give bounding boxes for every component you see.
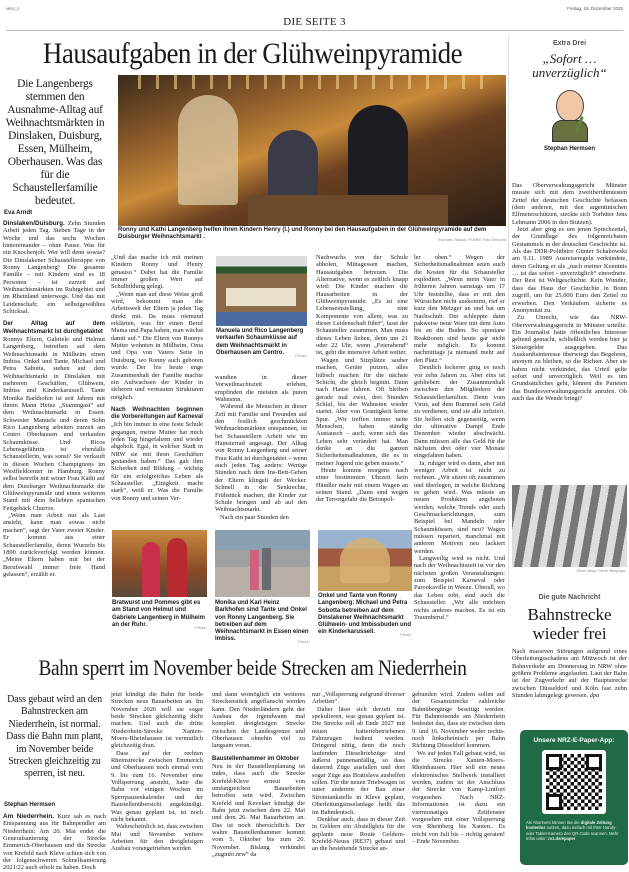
section-title: DIE SEITE 3 (283, 16, 346, 28)
good-news-kicker: Die gute Nachricht (538, 594, 601, 601)
paragraph: Dass auf der rechten Rheinstrecke zwischen Emmerich und Oberhausen noch einmal vom 9. bis zum 16. November eine Vollsperrung ansteht, hatte die Bahn vor einigen Wochen im Sperrpausenkalender und der Baustellenübersicht angekündigt. Was genau geplant ist, ist noch nicht bekannt. (111, 749, 203, 823)
paragraph: Zu Unrecht, wie das NRW-Oberverwaltungsgericht in Münster urteilte. Ein Journalist hatte öffentliches Interesse geltend gemacht, schließlich werden hier ja Steuergelder ausgegeben. Das Auskunftsinteresse überwiegt das Begehren, anonym zu bleiben, so die Richter. Aber sie haben nicht verkündet, das Urteil gelte sofort und unverzüglich. Weil es um Grundsätzliches geht, können die Parteien das Bundesverwaltungsgericht anrufen. Ob auch das die Wende bringt? (512, 314, 627, 402)
issue-date: Freitag, 19. Dezember 2025 (566, 6, 623, 11)
paragraph: Nachwuchs von der Schule abholen, Mittagessen machen, Hausaufgaben betreuen. Die Alternative, wenn es zeitlich knapp wird: Die Kinder machen die Hausarbeiten in der Glühweinpyramide. „Es ist eine Lebenseinstellung, eine Komponente von allem, was zu dieser Leidenschaft führt“, fasst der Schausteller zusammen. Man muss dieses Leben lieben, denn um 21 oder 22 Uhr, wenn „Feierabend“ ist, geht die intensive Arbeit weiter. (316, 254, 408, 357)
paragraph: und dann womöglich ein weiteres Streckenstück angeflanscht werden kann. Den Niederländern geht der Ausbau der irgendwann mal komplett dreigleisigen Strecke zwischen der Landesgrenze und Oberhausen ohnehin viel zu langsam voran. (212, 691, 305, 750)
second-column-2 (111, 691, 203, 872)
paragraph: Ja, ruhiger wird es dann, aber mit weniger Arbeit ist nicht zu rechnen. „Wir sitzen oft zusammen und überlegen, in welche Richtung es gehen wird. Was müsste an neuen Produkten angeboten werden, welche Trends oder auch Geschmacksrichtungen, zum Beispiel bei Mandeln oder Schaumküssen, sind neu? Wagen müssen repariert, manchmal mit anderen Motiven neu lackiert werden. (414, 459, 505, 555)
paragraph: „Wenn man auf diese Weise groß wird, bekommt man die Arbeitswelt der Eltern ja jeden Tag direkt mit. Da muss niemand erklärten, was für einen Beruf Mama und Papa haben, man wächst damit auf.“ Die Eltern von Ronnys Mutter wohnten in Mülheim, Oma und Opa von Vaters Seite in Duisburg, wo Ronny auch geboren wurde. Der bis heute enge Zusammenhalt der Familie machte ein Aufwachsen der Kinder in sicheren und vertrauten Strukturen möglich. (111, 290, 203, 401)
main-headline: Hausaufgaben in der Glühweinpyramide (42, 37, 463, 70)
sidebar-divider (508, 36, 509, 596)
paragraph: „Wenn man Arbeit nur als Last ansieht, kann man sowas nicht machen“, sagt der Vater zweier Kinder. Er kommt aus einer Schaustellerfamilie, deren Wurzeln bis 1890 zurückverfolgt werden können. „Meine Eltern haben mir bei der Berufswahl immer freie Hand gelassen“, erzählt er. (3, 512, 105, 578)
news-source: dpa (589, 692, 600, 700)
paragraph: Heute komme morgens nach einer bestimmten Uhrzeit kein Händler mehr mit einem Wagen an seinen Stand. „Dann sind wegen der Terrorgefahr die Betonpol- (316, 466, 408, 504)
sidebar-kicker: Extra Drei (552, 40, 587, 47)
promo-text-a: Als Abonnent können Sie die (526, 820, 581, 825)
paragraph: Wagen und Sitzplätze sauber machen, Geräte putzen, alles hübsch machen für die nächste Schicht, die gleich beginnt. Dann nach Hause fahren. Oft bleiben gerade mal zwei, drei Stunden Schlaf, bis der Wahnsinn wieder startet. Aber von Grantigkeit keine Spur. „Wir treffen immer nette Menschen, haben ständig Austausch – auch, wenn sich das Leben sehr verändert hat. Man denke an die ganzen Sicherheitsmaßnahmen, die es in meiner Jugend nie geben musste.“ (316, 356, 408, 467)
paragraph: Während die Menschen in dieser Zeit mit Familie und Freunden auf den festlich geschmückten Weihnachtsmärkten entspannen, ist bei Schaustellern Arbeit wie im Hamsterrad angesagt. Der Alltag von Ronny Langenberg und seiner Frau Kathi ist durchgetaktet – wenn auch jeden Tag anders: Wenige Stunden nach dem Ins-Bett-Gehen der Eltern klingelt der Wecker. Schnell in die Senkrechte, Frühstück machen, die Kinder zur Schule bringen und ab auf den Weihnachtsmarkt. (215, 403, 307, 514)
main-column-5 (414, 254, 505, 644)
paragraph: Jetzt aber ging es um jenen Sprechzettel, der Grundlage des folgenreichsten Gestammels in der deutschen Geschichte ist. Als das DDR-Politbüro Günter Schabowski am 9.11. 1989 Ausreiseregeln verkündete, deren Geltung er als „nach meiner Kenntnis … ist das sofort - unverzüglich“ einordnete. Der Rest ist Weltgeschichte. Kein Wunder, dass das Haus der Geschichte in Bonn zugriff, um für 25.000 Euro den Zettel zu erwerben. Den Verkäufern sicherte es Anonymität zu. (512, 226, 627, 314)
subheading: Der Alltag auf dem Weihnachtsmarkt ist durchgetaktet (3, 321, 105, 335)
paragraph: Zehn Stunden Arbeit jeden Tag. Sieben Tage in der Woche und das sechs Wochen hintereinander – ohne Pause. Was für ein Knochenjob. Wer will denn sowas? Die Dinslakener Schaustellersippe von Ronny Langenberg! Die gesamte Familie – mit Kindern sind es 18 Personen – ist zurzeit auf Weihnachtsmärkten im Ruhrgebiet und im Rheinland unterwegs. Und das mit Leidenschaft; ein selbstgewähltes Schicksal. (3, 220, 105, 316)
paragraph: ler oben.“ Wegen der Sicherheitsmaßnahmen seien auch die Kosten für die Schausteller explodiert. „Wenn mein Vater in früheren Jahren samstags um 17 Uhr feststellte, dass er mit den Würstchen nicht auskommt, rief er kurz den Metzger an und bat um Nachschub. Der schleppte dann pakweise neue Ware mit dem Auto bis an die Buden. So spontane Reaktionen sind heute gar nicht mehr möglich. Es kommt nachmittags ja niemand mehr auf den Platz.“ (414, 254, 505, 364)
author-caricature (548, 90, 592, 142)
onkel-caption (318, 593, 412, 640)
second-column-5 (412, 691, 505, 872)
page-id: NRG_2 (6, 6, 20, 11)
bratwurst-caption (112, 600, 207, 632)
paragraph: „Und das mache ich mit meinen Kindern Ronny und Henry genauso.“ Dabei hat die Familie immer großen Wert auf Schulbildung gelegt. (111, 254, 203, 291)
paragraph: Deutlich lockerer ging es noch vor zehn Jahren zu. Aber eins ist geblieben: der Zusammenhalt zwischen den Mitgliedern der Schaustellerfamilien. Denn vom Virus, auf dem Rummel sein Geld zu verdienen, sind sie alle infiziert. Sie helfen sich gegenseitig, wenn der ultimative Dampf Ende Dezember wieder abschwächt. Dann müssen alle das Geld für die nächsten drei oder vier Monate eingefahren haben. (414, 364, 505, 460)
paragraph: gebunden wird. Zudem sollen auf der Gesamtstrecke zahlreiche Bahnübergänge beseitigt werden. Für Bahnreisende am Niederrhein bedeutet das, dass sie zwischen dem 9. und 16. November weder rechts- noch linksrheinisch per Bahn Richtung Düsseldorf kommen. (412, 691, 505, 750)
essen-market-photo (215, 530, 310, 597)
epaper-promo[interactable] (520, 730, 628, 865)
caption-text: Bratwurst und Pommes gibt es am Stand von Helmut und Gabriele Langenberg in Mülheim an der Ruhr. (112, 600, 206, 628)
paragraph: wandten in dieser Vorweihnachtszeit erleben, empfinden die meisten als puren Wahnsinn. (215, 374, 307, 404)
subheading: Baustellenhammer im Oktober (212, 755, 300, 762)
dateline: Am Niederrhein. (3, 813, 55, 820)
bratwurst-stand-photo (112, 530, 207, 597)
paragraph: Nach massiven Störungen aufgrund eines Oberleitungsschadens am Mittwoch ist der Bahnverkehr am Donnerstag in NRW ohne größere Probleme angelaufen. Laut der Bahn ist der Zugverkehr auf der Hauptstrecke zwischen Düsseldorf und Köln fast zehn Stunden lahmgelegt gewesen. (512, 648, 627, 700)
paragraph: Das Oberverwaltungsgericht Münster musste sich mit dem zweitberühmtesten Zettel der deutschen Geschichte befassen (dem anderen, mit den argentinischen Elfmeterschützen, steckte sich Torhüter Jens Lehmann 2006 in den Stutzen). (512, 182, 627, 226)
subheading: Nach Weihnachten beginnen die Vorbereitungen auf Karneval (111, 406, 203, 421)
paragraph: Kurz sah es nach Entspannung aus für Bahnpendler am Niederrhein: Am 20. Mai endet die Generalsanierung der Strecke Emmerich-Oberhausen und die Strecke von Krefeld nach Kleve schien sich von der folgenschweren Schnellsanierung 2021/22 auch erholt zu haben. Doch (3, 813, 106, 872)
photo-credit: Privat / (295, 353, 307, 358)
paragraph: „Ich bin immer in eine feste Schule gegangen, meine Mutter hat mich jeden Tag hingefahren und wieder abgeholt. Egal, in welcher Stadt in NRW sie mit ihren Geschäften gestanden haben.“ Das gab ihm Sicherheit und Bildung – wichtig für ein erfolgreiches Leben als Schausteller. „Einigkeit macht stark“, weiß er. Was die Familie von Ronny und seinen Ver- (111, 421, 203, 502)
main-author: Eva Arndt (4, 210, 33, 216)
promo-title: Unsere NRZ-E-Paper-App: (533, 737, 615, 744)
sidebar-title: „Sofort … unverzüglich“ (532, 51, 607, 80)
header-rule (6, 30, 623, 31)
paragraph: Nach ein paar Stunden den (220, 513, 289, 521)
paragraph: Denkbar auch, dass in dieser Zeit in Geldern ein Abstellgleis für die geplante neue Route Geldern-Krefeld-Neuss (RE37) gebaut und an die bestehende Strecke an- (312, 815, 405, 853)
sidebar-author: Stephan Hermsen (543, 146, 595, 152)
paragraph: jetzt kündigt die Bahn für beide Strecken neue Bauarbeiten an. Im November 2026 will sie sogar beide Strecken gleichzeitig dicht machen. Und auch die dritte Niederrhein-Strecke Xanten-Moers-Rheinhausen ist vermutlich gleichzeitig dran. (111, 691, 203, 750)
second-deck: Dass gebaut wird an den Bahnstrecken am Niederrhein, ist normal. Dass die Bahn nun plant, im November beide Strecken gleichzeitig zu sperren, ist neu. (6, 694, 103, 780)
second-author: Stephan Hermsen (4, 802, 56, 808)
main-column-4 (316, 254, 408, 526)
schaumkuss-hut-photo (216, 256, 307, 326)
paragraph: Wahrscheinlich ist, dass zwischen Mai und November weitere Arbeiten für den dreigleisigen Ausbau vorangetrieben werden (111, 823, 203, 853)
photo-credit: Privat / (400, 633, 412, 638)
promo-text (526, 820, 622, 842)
carousel-photo (318, 530, 412, 591)
promo-text-b: digitale Zeitung kostenlos (526, 820, 612, 831)
photo-credit: Privat / (298, 640, 310, 645)
main-deck: Die Langenbergs stemmen den Ausnahme-Alltag auf Weihnachtsmärkten in Dinslaken, Duisburg, Essen, Mülheim, Oberhausen. Was das für die Schaustellerfamilie bedeutet. (5, 78, 105, 207)
caption-text: Manuela und Rico Langenberg verkaufen Schaumküsse auf dem Weihnachtsmarkt in Oberhausen am Centro. (216, 328, 304, 356)
qr-code-icon[interactable] (542, 750, 606, 814)
second-column-4 (312, 691, 405, 872)
paragraph: nur „Vollsperrung aufgrund diverser Arbeiten“. (312, 691, 405, 706)
main-column-2 (111, 254, 203, 526)
caption-text: Ronny und Kathi Langenberg helfen ihren Kindern Henry (l.) und Ronny bei den Hausaufgaben in der Glühweinpyramide auf dem Duisburger Weihnachtsmarkt . (118, 227, 487, 241)
good-news-title: Bahnstrecke wieder frei (527, 605, 612, 643)
second-headline: Bahn sperrt im November beide Strecken am Niederrhein (38, 655, 467, 680)
paragraph: Wo auf jeden Fall gebaut wird, ist die Strecke Xanten-Moers-Rheinhausen. Hier soll ein neues elektronisches Stellwerk installiert werden, zudem ist der Anschluss der Strecke von Kamp-Lintfort vorgesehen. Nach NRZ-Informationen ist dazu ein viermonatiges Zeitfenster vorgesehen mit einer Vollsperrung von Rheinberg bis Xanten.. Es reicht von Juli bis – richtig geraten! – Ende November. (412, 749, 505, 845)
photo-credit: Socrates Tassos / FUNKE Foto Services (437, 238, 506, 243)
paragraph: Langweilig wird es nicht. Und nach der Weihnachtszeit ist vor den nächsten großen Veranstaltungen: zum Beispiel Karneval oder Parookaville in Weeze. Überall, wo das Leben tobt, sind auch die Schausteller. „Wir alle möchten nichts anderes machen. Es ist ein Traumberuf.“ (414, 555, 505, 621)
photo-credit: Privat / (195, 625, 207, 630)
manuela-caption (216, 328, 307, 360)
main-column-1 (3, 220, 105, 644)
main-column-3 (215, 374, 307, 526)
lead-photo-caption (118, 227, 506, 245)
lead-photo (118, 75, 506, 226)
caption-text: Monika und Karl Heinz Barkhofen sind Tante und Onkel von Ronny Langenberg. Sie betreiben auf dem Weihnachtsmarkt in Essen einen Imbiss. (215, 600, 309, 643)
caption-text: Onkel und Tante von Ronny Langenberg: Michael und Petra Sobotta betreiben auf dem Dinslakener Weihnachtsmarkt Glühwein- und Imbissbuden und ein Kinderkarussell. (318, 593, 411, 636)
court-photo (512, 485, 627, 567)
second-column-3 (212, 691, 305, 872)
paragraph: Ronnys Eltern, Gabriele und Helmut Langenberg, betreiben auf dem Weihnachtsmarkt in Mülheim einen Imbiss. Onkel und Tante, Michael und Petra Sabotta, stehen auf dem Weihnachtsmarkt in Dinslaken mit mehreren Geschäften, Glühwein, Imbiss und Kinderkarussell. Tante Monika Barkhofen ist seit Jahren mit ihrem Mann Heinz „Stammgast“ auf dem Weihnachtsmarkt in Essen. Schwester Manuela und deren Sohn Rico Langenberg arbeiten zurzeit am Centro Oberhausen und verkaufen Schaumküsse. Und Ricos Lebensgefährtin ist ebenfalls Schaustellerin, was sonst? Sie verkauft in diesen Wochen Champignons im Westfieldcenter in Hamburg. Ronny selbst betreibt mit seiner Frau Kathi auf dem Duisburger Weihnachtsmarkt die Glühweinpyramide und einen weiteren Stand mit dem beliebten spanischen Fettgebäck Churros. (3, 335, 105, 512)
paragraph: Neu in der Baustellenplanung ist indes, dass auch die Strecke Krefeld-Kleve erneut von umfangreichen Bauarbeiten betroffen sein wird. Zwischen Krefeld und Kevelaer kündigt die Bahn jetzt zwischen dem 22. Mai und dem 26. Mai Bauarbeiten an. Das ist noch übersichtlich. Der wahre Baustellenhammer kommt vom 5. Oktober bis zum 20. November. Bislang verkündet „zuginfo.nrw“ da (212, 762, 305, 859)
promo-link[interactable]: nrz.de/epaper (548, 836, 576, 842)
monika-caption (215, 600, 310, 647)
dateline: Dinslaken/Duisburg. (3, 220, 65, 227)
paragraph: Daher lässt sich derzeit nur spekulieren, was genau geplant ist. Die Strecke soll ab Ende 2027 mit neuen batteriebetriebenen Fahrzeugen bedient werden. Dringend nötig, denn die noch laufenden Dieseltriebzüge sind äußerst pannenanfällig, so dass dauernd Züge ausfallen und dort sogar Züge aus Bratislava aushelfen sollen. Für die neuen Triebwagen ist unter anderem der Bau einer Stromtankstelle in Kleve geplant, Oberleitungsinselanlage heißt das im Bahndeutsch. (312, 705, 405, 816)
sidebar-photo-credit: Oliver Berg / Oliver Berg/dpa (576, 569, 625, 573)
promo-text-c: nutzen, dazu einfach mit Ihrer Handy- oder Tablet-Kamera den QR-Code scannen. Mehr Infos unter: (526, 825, 619, 842)
sidebar-column (512, 182, 627, 482)
second-column-1 (3, 813, 106, 872)
good-news-text (512, 648, 627, 720)
